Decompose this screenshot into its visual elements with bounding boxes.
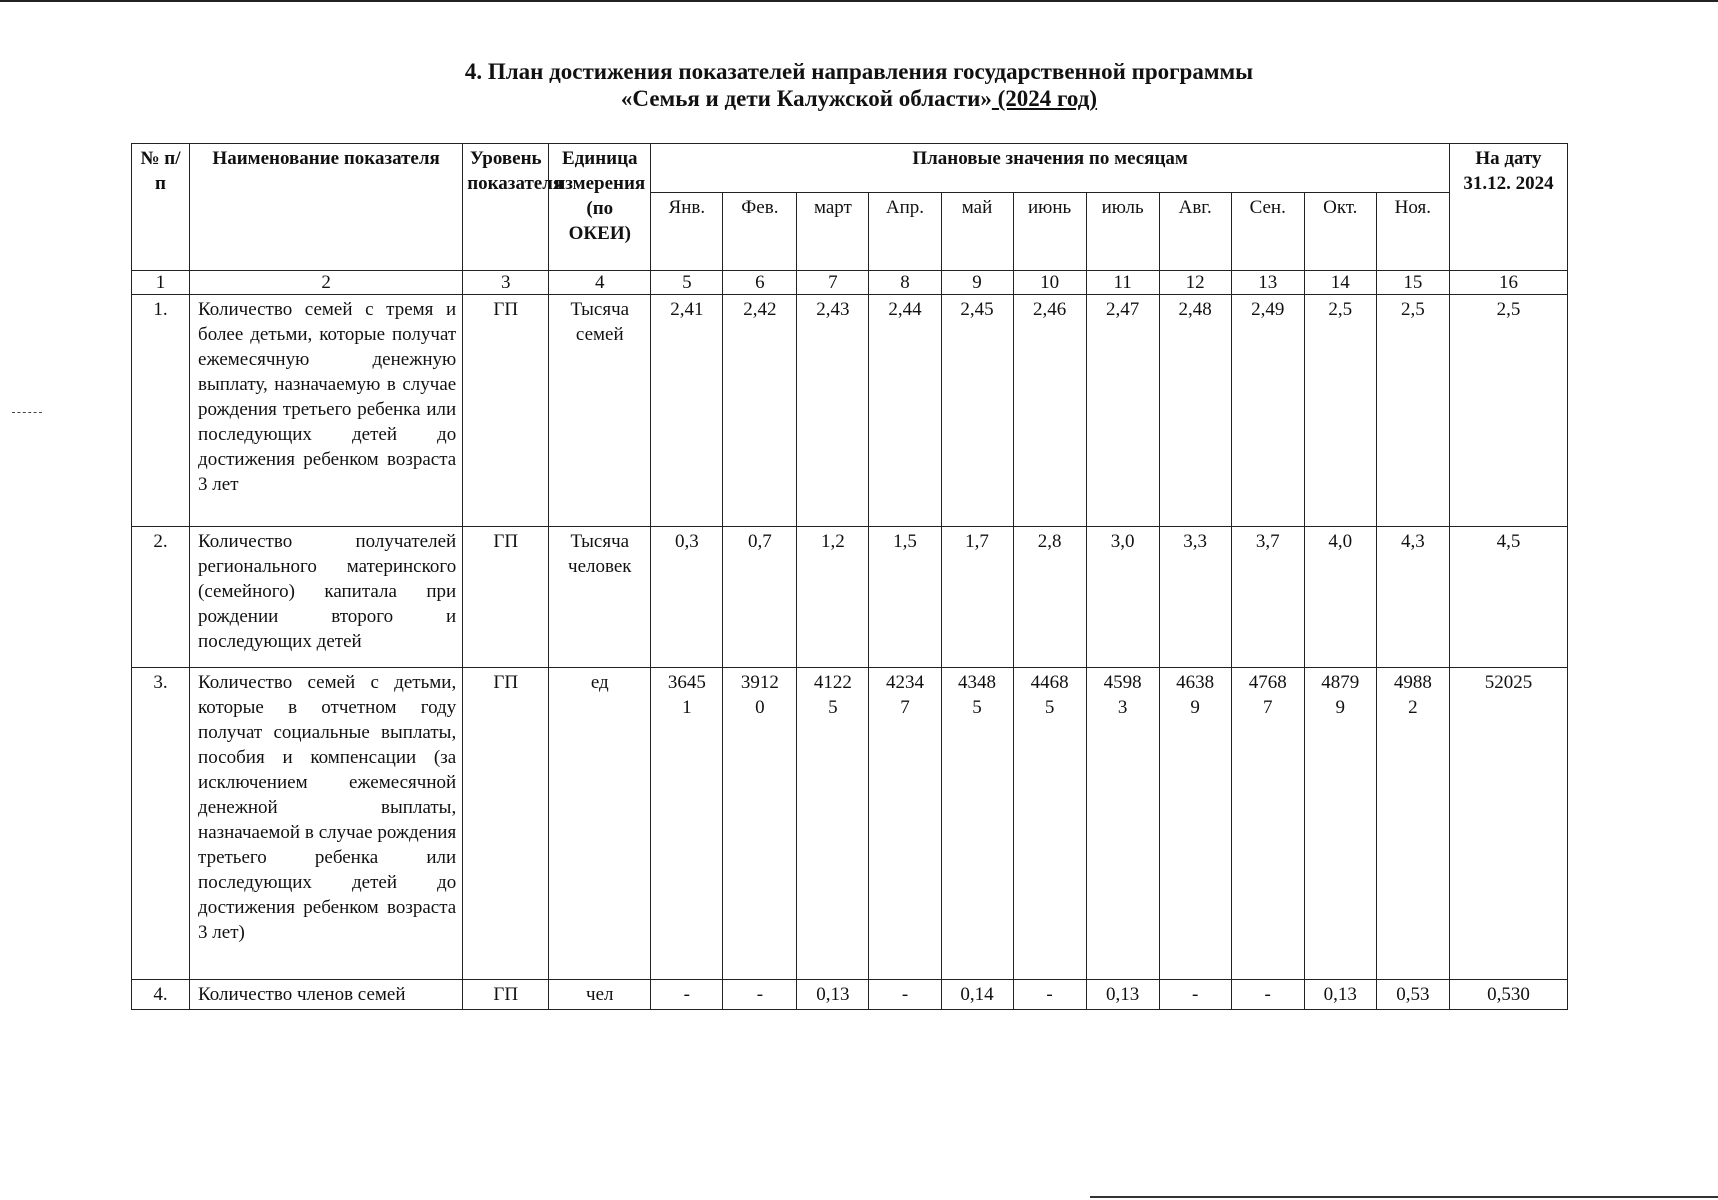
- month-value: 2,48: [1159, 295, 1231, 527]
- header-month: июль: [1086, 193, 1159, 271]
- month-value: 0,3: [651, 527, 723, 668]
- column-number: 10: [1013, 271, 1086, 295]
- month-value: 46389: [1159, 668, 1231, 980]
- header-month: март: [797, 193, 869, 271]
- header-month: Окт.: [1304, 193, 1376, 271]
- indicator-unit: ед: [549, 668, 651, 980]
- column-number: 16: [1449, 271, 1567, 295]
- scan-top-border: [0, 0, 1718, 2]
- year-end-value: 52025: [1449, 668, 1567, 980]
- column-number: 8: [869, 271, 941, 295]
- indicator-level: ГП: [463, 527, 549, 668]
- column-number: 4: [549, 271, 651, 295]
- month-value: 2,5: [1304, 295, 1376, 527]
- column-number: 15: [1376, 271, 1449, 295]
- month-value: -: [1231, 980, 1304, 1010]
- month-value: 2,41: [651, 295, 723, 527]
- month-value: 3,0: [1086, 527, 1159, 668]
- month-value: -: [651, 980, 723, 1010]
- header-row-1: [132, 144, 1568, 193]
- month-value: 0,13: [797, 980, 869, 1010]
- month-value: 45983: [1086, 668, 1159, 980]
- month-value: 2,43: [797, 295, 869, 527]
- month-value: 41225: [797, 668, 869, 980]
- indicator-level: ГП: [463, 295, 549, 527]
- month-value: 2,44: [869, 295, 941, 527]
- month-value: 2,5: [1376, 295, 1449, 527]
- column-number: 1: [132, 271, 190, 295]
- month-value: 2,47: [1086, 295, 1159, 527]
- month-value: 2,49: [1231, 295, 1304, 527]
- year-end-value: 4,5: [1449, 527, 1567, 668]
- column-number: 9: [941, 271, 1013, 295]
- header-month: Ноя.: [1376, 193, 1449, 271]
- header-plan: Плановые значения по месяцам: [651, 144, 1450, 193]
- month-value: 4,3: [1376, 527, 1449, 668]
- indicators-table: [131, 143, 1568, 1010]
- indicator-name: Количество семей с детьми, которые в отчетном году получат социальные выплаты, пособия и компенсации (за исключением ежемесячной денежной выплаты, назначаемой в случае рождения третьего ребенка или последующих детей до достижения ребенком возраста 3 лет): [190, 668, 463, 980]
- scan-bottom-line: [1090, 1196, 1718, 1198]
- header-month: июнь: [1013, 193, 1086, 271]
- header-month: Апр.: [869, 193, 941, 271]
- month-value: 39120: [723, 668, 797, 980]
- month-value: 1,7: [941, 527, 1013, 668]
- row-number: 2.: [132, 527, 190, 668]
- month-value: 4,0: [1304, 527, 1376, 668]
- header-level: Уровень показателя: [463, 144, 549, 271]
- month-value: 0,53: [1376, 980, 1449, 1010]
- column-number: 11: [1086, 271, 1159, 295]
- column-number: 6: [723, 271, 797, 295]
- column-number: 7: [797, 271, 869, 295]
- month-value: 2,46: [1013, 295, 1086, 527]
- month-value: 42347: [869, 668, 941, 980]
- month-value: 47687: [1231, 668, 1304, 980]
- indicator-unit: Тысяча семей: [549, 295, 651, 527]
- month-value: -: [1013, 980, 1086, 1010]
- row-number: 3.: [132, 668, 190, 980]
- title-line-1: 4. План достижения показателей направления государственной программы: [464, 59, 1254, 84]
- month-value: 0,14: [941, 980, 1013, 1010]
- indicator-unit: чел: [549, 980, 651, 1010]
- header-month: Фев.: [723, 193, 797, 271]
- month-value: -: [869, 980, 941, 1010]
- column-number: 13: [1231, 271, 1304, 295]
- indicator-name: Количество членов семей: [190, 980, 463, 1010]
- header-name: Наименование показателя: [190, 144, 463, 271]
- month-value: 43485: [941, 668, 1013, 980]
- table-row: [132, 668, 1568, 980]
- column-numbers-row: [132, 271, 1568, 295]
- indicator-unit: Тысяча человек: [549, 527, 651, 668]
- indicator-name: Количество получателей регионального материнского (семейного) капитала при рождении второго и последующих детей: [190, 527, 463, 668]
- header-num: № п/п: [132, 144, 190, 271]
- year-label: (2024 год): [991, 86, 1098, 111]
- month-value: 36451: [651, 668, 723, 980]
- header-month: Сен.: [1231, 193, 1304, 271]
- table-row: [132, 527, 1568, 668]
- header-month: Янв.: [651, 193, 723, 271]
- indicator-level: ГП: [463, 668, 549, 980]
- month-value: -: [1159, 980, 1231, 1010]
- month-value: 0,7: [723, 527, 797, 668]
- month-value: 3,7: [1231, 527, 1304, 668]
- month-value: 0,13: [1086, 980, 1159, 1010]
- month-value: 2,45: [941, 295, 1013, 527]
- column-number: 3: [463, 271, 549, 295]
- month-value: 0,13: [1304, 980, 1376, 1010]
- header-date: На дату 31.12. 2024: [1449, 144, 1567, 271]
- header-month: Авг.: [1159, 193, 1231, 271]
- document-title: [0, 58, 1718, 112]
- column-number: 14: [1304, 271, 1376, 295]
- header-month: май: [941, 193, 1013, 271]
- column-number: 12: [1159, 271, 1231, 295]
- column-number: 2: [190, 271, 463, 295]
- year-end-value: 0,530: [1449, 980, 1567, 1010]
- program-name: «Семья и дети Калужской области»: [620, 86, 992, 111]
- month-value: 2,42: [723, 295, 797, 527]
- header-unit: Единица измерения (по ОКЕИ): [549, 144, 651, 271]
- month-value: -: [723, 980, 797, 1010]
- month-value: 48799: [1304, 668, 1376, 980]
- scan-mark: [12, 412, 42, 414]
- indicator-level: ГП: [463, 980, 549, 1010]
- table-body: [132, 295, 1568, 1010]
- month-value: 1,2: [797, 527, 869, 668]
- column-number: 5: [651, 271, 723, 295]
- row-number: 4.: [132, 980, 190, 1010]
- indicator-name: Количество семей с тремя и более детьми, которые получат ежемесячную денежную выплату, назначаемую в случае рождения третьего ребенка или последующих детей до достижения ребенком возраста 3 лет: [190, 295, 463, 527]
- month-value: 3,3: [1159, 527, 1231, 668]
- title-line-2: [0, 85, 1718, 112]
- month-value: 49882: [1376, 668, 1449, 980]
- year-end-value: 2,5: [1449, 295, 1567, 527]
- table-row: [132, 295, 1568, 527]
- month-value: 44685: [1013, 668, 1086, 980]
- month-value: 2,8: [1013, 527, 1086, 668]
- table-row: [132, 980, 1568, 1010]
- month-value: 1,5: [869, 527, 941, 668]
- row-number: 1.: [132, 295, 190, 527]
